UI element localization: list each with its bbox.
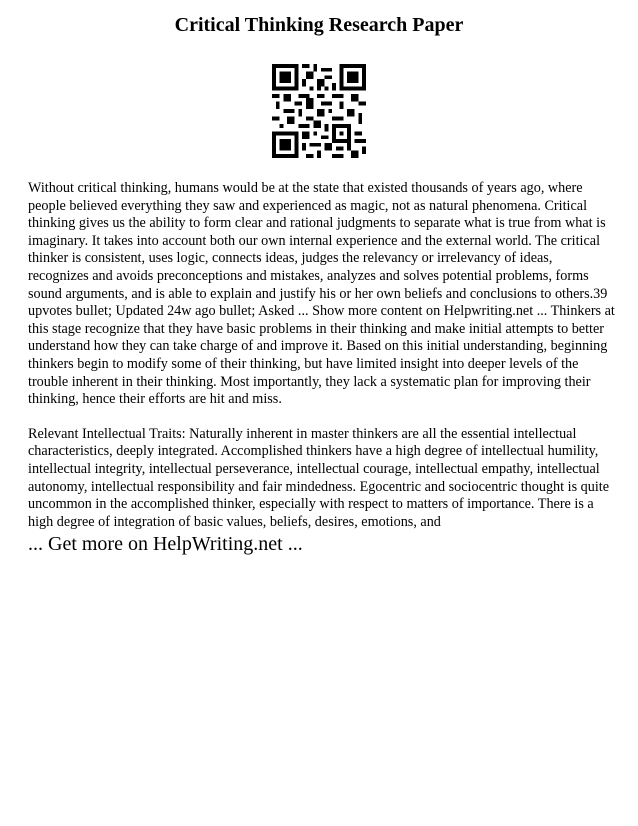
qr-code-icon (272, 64, 366, 158)
page-title: Critical Thinking Research Paper (174, 14, 464, 36)
get-more-link[interactable]: ... Get more on HelpWriting.net ... (28, 533, 303, 555)
article-body (28, 180, 616, 548)
paragraph: Relevant Intellectual Traits: Naturally inherent in master thinkers are all the essential intellectual characteristics, deeply integrated. Accomplished thinkers have a high degree of intellectual humility, intellectual integrity, intellectual perseverance, intellectual courage, intellectual empathy, intellectual autonomy, intellectual responsibility and fair mindedness. Egocentric and sociocentric thought is quite uncommon in the accomplished thinker, especially with respect to matters of importance. There is a high degree of integration of basic values, beliefs, desires, emotions, and (28, 425, 610, 530)
paragraph: Without critical thinking, humans would be at the state that existed thousands of years ago, where people believed everything they saw and experienced as magic, not as natural phenomena. Critical thinking gives us the ability to form clear and rational judgments to separate what is true from what is imaginary. It takes into account both our own internal experience and the external world. The critical thinker is consistent, uses logic, connects ideas, judges the relevancy or irrelevancy of ideas, recognizes and avoids preconceptions and mistakes, analyzes and solves potential problems, forms sound arguments, and is able to explain and justify his or her own beliefs and conclusions to others.39 upvotes bullet; Updated 24w ago bullet; Asked ... Show more content on Helpwriting.net ... Thinkers at this stage recognize that they have basic problems in their thinking and make initial attempts to better understand how they can take charge of and improve it. Based on this initial understanding, beginning thinkers begin to modify some of their thinking, but have limited insight into deeper levels of the trouble inherent in their thinking. Most importantly, they lack a systematic plan for improving their thinking, hence their efforts are hit and miss. (28, 180, 615, 408)
